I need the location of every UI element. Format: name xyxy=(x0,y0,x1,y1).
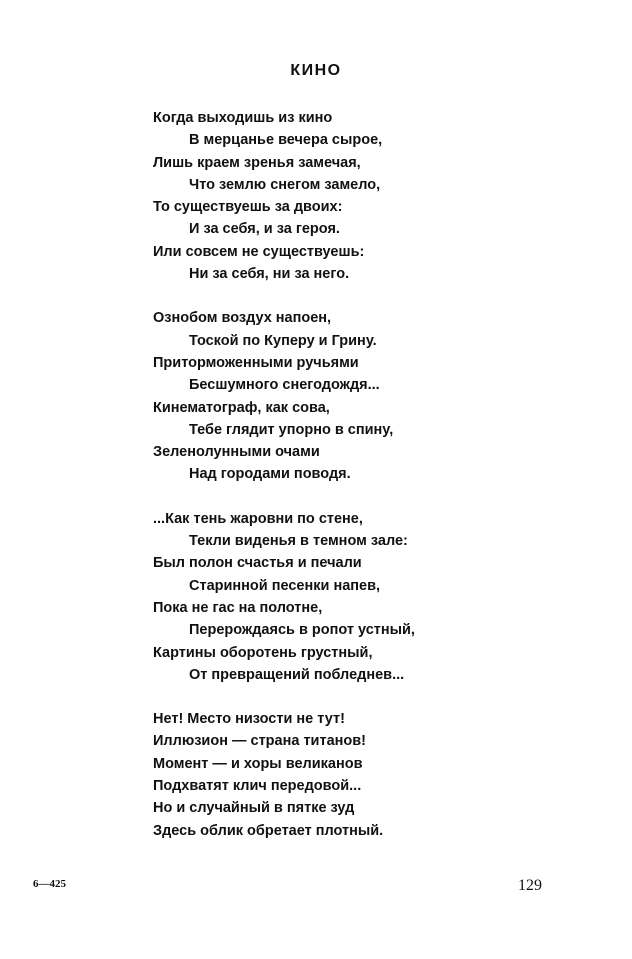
poem-line: Над городами поводя. xyxy=(189,466,351,483)
poem-line: Нет! Место низости не тут! xyxy=(153,711,345,728)
poem-line: Когда выходишь из кино xyxy=(153,110,333,126)
poem-line: Кинематограф, как сова, xyxy=(153,399,330,416)
printer-signature: 6—425 xyxy=(33,878,66,890)
poem-line: Тебе глядит упорно в спину, xyxy=(189,421,394,438)
poem-line: Перерождаясь в ропот устный, xyxy=(189,622,415,639)
poem-line: Здесь облик обретает плотный. xyxy=(153,822,384,839)
poem-title: КИНО xyxy=(290,62,342,79)
poem-line: Пока не гас на полотне, xyxy=(153,599,323,616)
stanza-2 xyxy=(153,307,573,485)
poem-line: От превращений побледнев... xyxy=(189,666,405,683)
poem-line: Старинной песенки напев, xyxy=(189,577,381,594)
page-number: 129 xyxy=(518,877,542,894)
poem-line: Лишь краем зренья замечая, xyxy=(153,154,361,171)
stanza-1 xyxy=(153,107,573,285)
poem-line: Текли виденья в темном зале: xyxy=(189,533,408,550)
poem-line: То существуешь за двоих: xyxy=(153,199,343,216)
poem-line: Был полон счастья и печали xyxy=(153,555,362,572)
stanza-3 xyxy=(153,508,573,686)
poem-line: Подхватят клич передовой... xyxy=(153,778,362,795)
poem-line: Приторможенными ручьями xyxy=(153,354,359,371)
poem-line: Или совсем не существуешь: xyxy=(153,243,365,260)
poem-line: Тоской по Куперу и Грину. xyxy=(189,332,377,349)
poem-line: В мерцанье вечера сырое, xyxy=(189,132,383,149)
poem-line: Иллюзион — страна титанов! xyxy=(153,733,366,750)
poem-line: Что землю снегом замело, xyxy=(189,176,381,193)
poem-line: Бесшумного снегодождя... xyxy=(189,377,380,394)
stanza-4 xyxy=(153,708,573,842)
poem-line: Ознобом воздух напоен, xyxy=(153,310,332,327)
poem-line: Картины оборотень грустный, xyxy=(153,644,373,661)
poem-line: Момент — и хоры великанов xyxy=(153,755,363,772)
poem-line: Зеленолунными очами xyxy=(153,444,320,461)
poem-line: ...Как тень жаровни по стене, xyxy=(153,510,363,527)
poem-line: И за себя, и за героя. xyxy=(189,221,340,238)
poem-line: Ни за себя, ни за него. xyxy=(189,266,350,283)
poem-body xyxy=(153,107,573,864)
poem-line: Но и случайный в пятке зуд xyxy=(153,800,355,817)
